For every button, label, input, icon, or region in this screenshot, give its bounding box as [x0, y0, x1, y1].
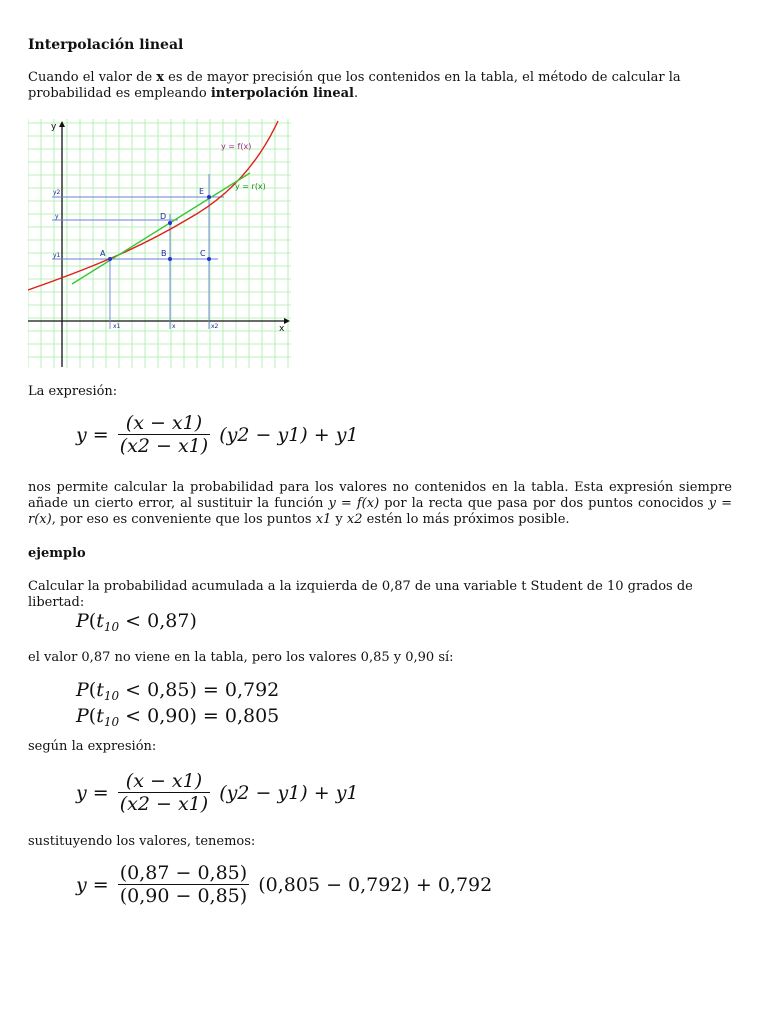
table-value-row: [76, 706, 279, 732]
tv1-open: (: [88, 705, 97, 727]
label-point-d: D: [160, 212, 167, 221]
formula3-eq: =: [92, 873, 109, 896]
table-value-row: [76, 680, 279, 706]
tv1-sub: 10: [103, 715, 120, 729]
tv1-rel: < 0,90) = 0,805: [119, 705, 280, 727]
tv0-sub: 10: [103, 689, 120, 703]
point-d: [168, 221, 172, 225]
prob-main-t: t: [96, 610, 104, 632]
prob-main-sub: 10: [103, 620, 120, 634]
formula-interpolation: [76, 412, 359, 457]
formula-numerator: (x − x1): [118, 412, 210, 435]
tick-x: x: [172, 323, 176, 330]
axis-y-label: y: [51, 122, 57, 132]
tick-x2: x2: [211, 323, 219, 330]
formula-fraction: [118, 412, 210, 457]
tick-y: y: [55, 213, 59, 220]
explain-text-5: estén lo más próximos posible.: [362, 512, 570, 527]
prob-main-p: P: [76, 610, 89, 632]
explain-text-3: , por eso es conveniente que los puntos: [51, 512, 316, 527]
formula-tail: (y2 − y1) + y1: [219, 423, 359, 446]
prob-main-rel: < 0,87): [119, 610, 197, 632]
x-axis-arrow: [284, 318, 290, 324]
y-axis-arrow: [59, 121, 65, 127]
calc-paragraph: Calcular la probabilidad acumulada a la izquierda de 0,87 de una variable t Student de 10 grados de libertad:: [28, 579, 693, 610]
label-point-b: B: [161, 249, 167, 258]
formula-numeric: [76, 862, 492, 907]
la-expresion-text: La expresión:: [28, 384, 118, 399]
table-values: [76, 680, 279, 732]
explain-x2: x2: [346, 512, 363, 527]
tv0-p: P: [76, 679, 89, 701]
formula-denominator: (x2 − x1): [119, 435, 209, 457]
tick-x1: x1: [113, 323, 121, 330]
explanation-paragraph: [28, 480, 732, 528]
ejemplo-heading: ejemplo: [28, 546, 86, 561]
label-point-c: C: [200, 249, 206, 258]
segun-text: según la expresión:: [28, 739, 157, 754]
formula3-tail: (0,805 − 0,792) + 0,792: [258, 873, 493, 896]
explain-x1: x1: [315, 512, 332, 527]
intro-text-1: Cuando el valor de: [28, 70, 157, 85]
label-point-e: E: [199, 187, 205, 196]
tv1-p: P: [76, 705, 89, 727]
prob-main-open: (: [88, 610, 97, 632]
formula3-fraction: [118, 862, 249, 907]
tv0-t: t: [96, 679, 104, 701]
point-a: [108, 257, 112, 261]
point-b: [168, 257, 172, 261]
explain-text-4: y: [331, 512, 347, 527]
formula-eq: =: [92, 423, 109, 446]
formula3-numerator: (0,87 − 0,85): [119, 862, 248, 884]
formula-lhs: y: [76, 423, 87, 446]
explain-text-1: nos permite calcular la probabilidad para los valores no contenidos en la tabla. Esta expresión siempre añade un cierto error, al sustituir la función: [28, 480, 732, 511]
intro-text-2: es de mayor precisión que los contenidos en la tabla, el método de calcular la probabilidad es empleando: [28, 70, 681, 101]
axis-x-label: x: [279, 324, 285, 334]
formula2-denominator: (x2 − x1): [119, 793, 209, 815]
formula-interpolation-repeat: [76, 770, 359, 815]
line-r-label: y = r(x): [235, 182, 266, 191]
formula2-fraction: [118, 770, 210, 815]
intro-bold-term: interpolación lineal: [210, 86, 354, 101]
formula2-eq: =: [92, 781, 109, 804]
not-in-table-text: el valor 0,87 no viene en la tabla, pero los valores 0,85 y 0,90 sí:: [28, 650, 454, 665]
tv0-open: (: [88, 679, 97, 701]
graph-grid: [28, 119, 291, 368]
intro-x-bold: x: [156, 70, 165, 85]
tv1-t: t: [96, 705, 104, 727]
formula2-lhs: y: [76, 781, 87, 804]
prob-main: [76, 610, 197, 634]
sustituyendo-text: sustituyendo los valores, tenemos:: [28, 834, 256, 849]
point-e: [207, 195, 211, 199]
formula2-tail: (y2 − y1) + y1: [219, 781, 359, 804]
intro-text-3: .: [353, 86, 359, 101]
label-point-a: A: [100, 249, 106, 258]
curve-f-label: y = f(x): [221, 142, 252, 151]
tv0-rel: < 0,85) = 0,792: [119, 679, 280, 701]
interpolation-graph: [28, 119, 291, 368]
explain-rx: y = r(x): [28, 496, 732, 527]
formula2-numerator: (x − x1): [118, 770, 210, 793]
explain-text-2: por la recta que pasa por dos puntos conocidos: [379, 496, 709, 511]
formula3-denominator: (0,90 − 0,85): [119, 885, 248, 907]
explain-fx: y = f(x): [328, 496, 380, 511]
point-c: [207, 257, 211, 261]
tick-y1: y1: [53, 252, 61, 259]
formula3-lhs: y: [76, 873, 87, 896]
intro-paragraph: [28, 70, 732, 102]
tick-y2: y2: [53, 189, 61, 196]
section-title: Interpolación lineal: [28, 37, 184, 53]
